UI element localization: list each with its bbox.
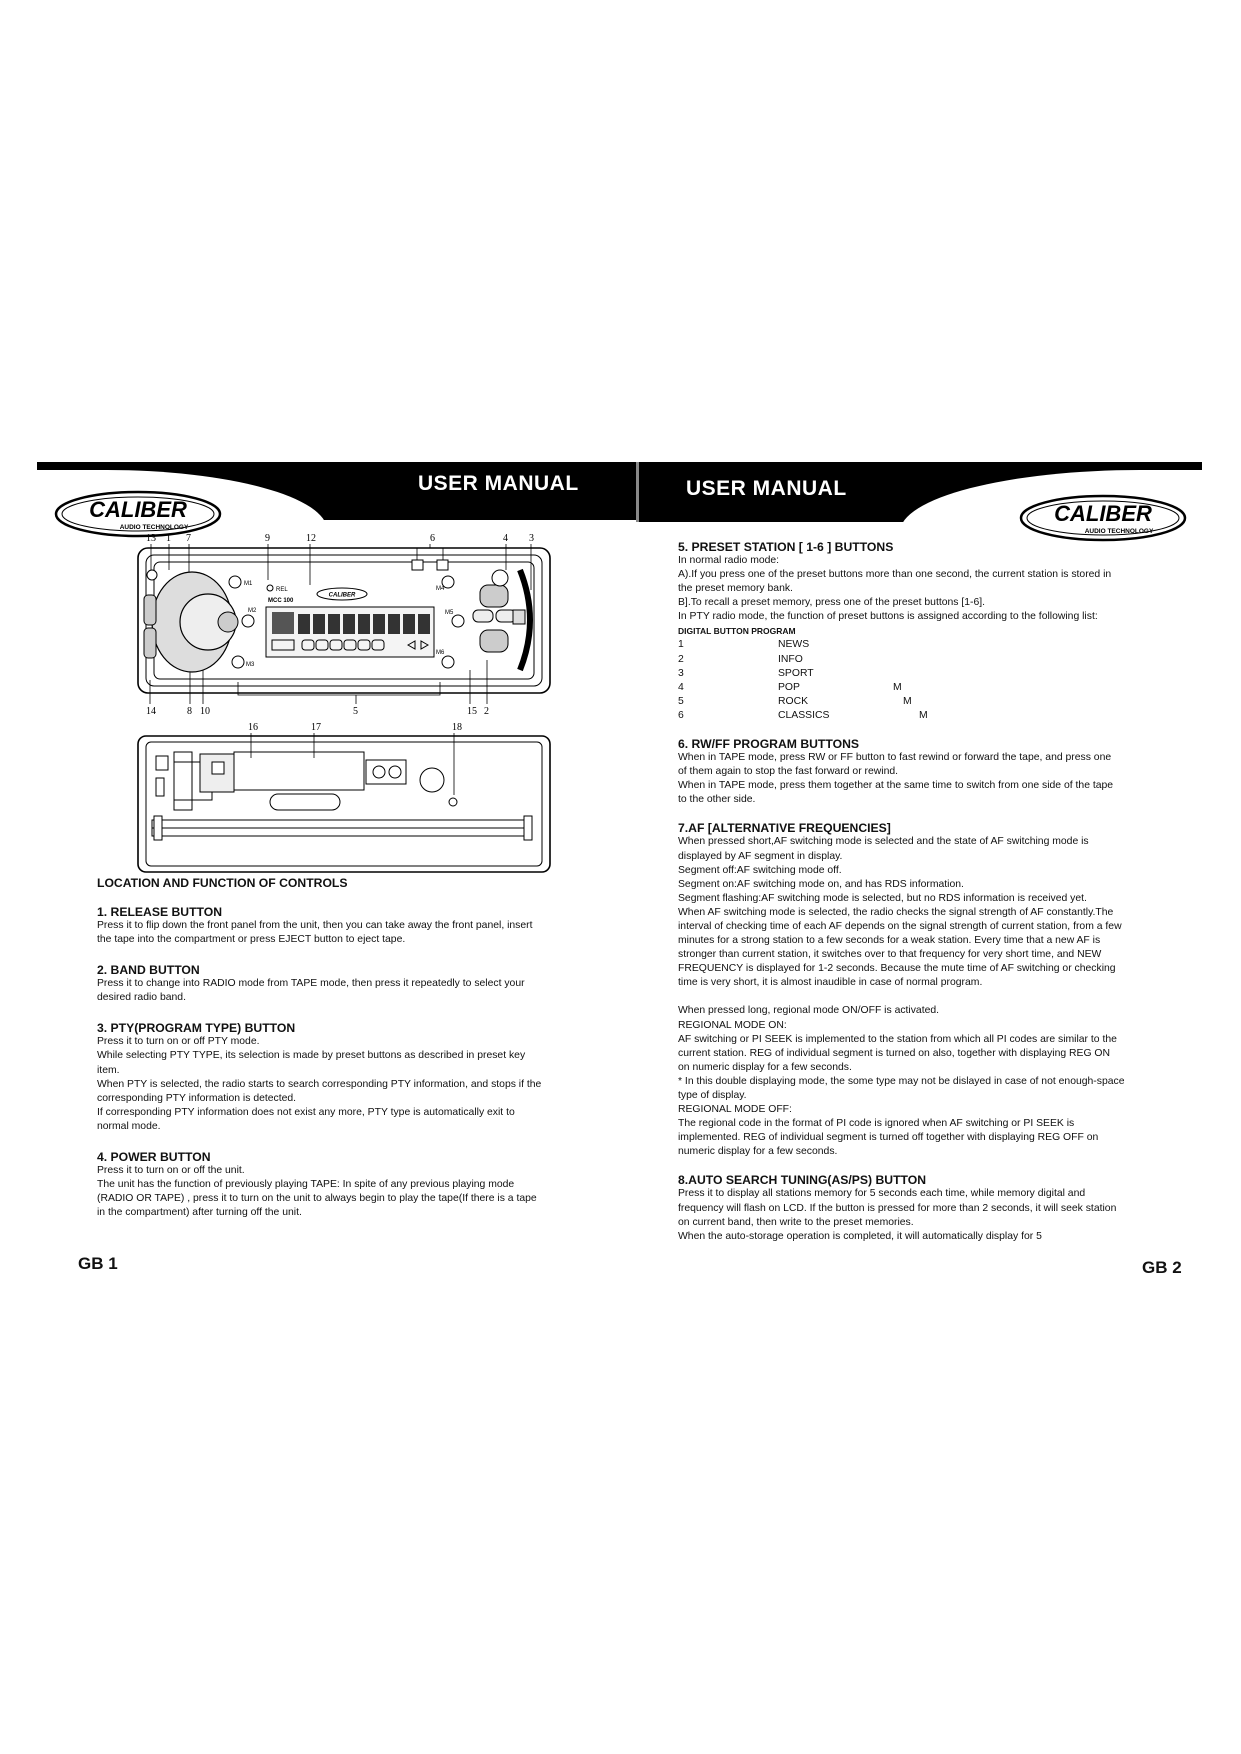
left-column bbox=[97, 876, 577, 1220]
controls-heading: LOCATION AND FUNCTION OF CONTROLS bbox=[97, 876, 348, 890]
text-line: When PTY is selected, the radio starts to search corresponding PTY information, and stops if the bbox=[97, 1078, 542, 1090]
preset-m1-label: M1 bbox=[244, 581, 253, 587]
table-row bbox=[678, 667, 928, 681]
row-mark bbox=[893, 638, 928, 652]
header-title-right: USER MANUAL bbox=[686, 477, 847, 500]
callout-7: 7 bbox=[186, 533, 191, 544]
callout-16: 16 bbox=[248, 722, 258, 733]
header-divider bbox=[636, 462, 639, 522]
text-line: If corresponding PTY information does not exist any more, PTY type is automatically exit to bbox=[97, 1106, 515, 1118]
text-line: type of display. bbox=[678, 1090, 747, 1101]
callout-6: 6 bbox=[430, 533, 435, 544]
row-program: POP bbox=[778, 681, 800, 693]
text-line: * In this double displaying mode, the some type may not be dislayed in case of not enough-space bbox=[678, 1075, 1125, 1087]
callout-8: 8 bbox=[187, 706, 192, 717]
preset-m3-label: M3 bbox=[246, 662, 255, 668]
text-line: The regional code in the format of PI code is ignored when AF switching or PI SEEK is bbox=[678, 1118, 1075, 1130]
right-column bbox=[678, 540, 1158, 1244]
text-line: item. bbox=[97, 1064, 120, 1076]
row-program: SPORT bbox=[778, 667, 814, 679]
row-mark: M bbox=[893, 681, 902, 693]
section-release bbox=[97, 905, 577, 947]
text-line: Press it to display all stations memory for 5 seconds each time, while memory digital and bbox=[678, 1188, 1086, 1200]
callout-10: 10 bbox=[200, 706, 210, 717]
row-number: 5 bbox=[678, 695, 684, 707]
rel-label: REL bbox=[276, 587, 288, 593]
table-row bbox=[678, 709, 928, 723]
table-row bbox=[678, 695, 928, 709]
text-line: on current band, then write to the preset memories. bbox=[678, 1216, 914, 1228]
text-line: When pressed short,AF switching mode is selected and the state of AF switching mode is bbox=[678, 836, 1089, 848]
text-line: in the compartment) after turning off the unit. bbox=[97, 1207, 302, 1219]
section-title: 3. PTY(PROGRAM TYPE) BUTTON bbox=[97, 1021, 296, 1036]
logo-sub-text: AUDIO TECHNOLOGY bbox=[119, 524, 189, 531]
section-title: 2. BAND BUTTON bbox=[97, 963, 200, 978]
text-line: displayed by AF segment in display. bbox=[678, 850, 843, 862]
row-program: INFO bbox=[778, 653, 803, 665]
logo-brand-text: CALIBER bbox=[1054, 501, 1152, 526]
text-line: the tape into the compartment or press EJECT button to eject tape. bbox=[97, 934, 406, 946]
text-line: A).If you press one of the preset buttons more than one second, the current station is stored in bbox=[678, 569, 1112, 581]
row-number: 4 bbox=[678, 681, 684, 693]
table-row bbox=[678, 653, 928, 667]
row-mark bbox=[893, 653, 928, 667]
section-rwff bbox=[678, 737, 1158, 807]
text-line: When in TAPE mode, press RW or FF button to fast rewind or forward the tape, and press one bbox=[678, 752, 1112, 764]
stereo-diagram bbox=[130, 530, 560, 875]
callout-1: 1 bbox=[166, 533, 171, 544]
row-mark bbox=[893, 667, 928, 681]
preset-m2-label: M2 bbox=[248, 608, 257, 614]
section-title: 4. POWER BUTTON bbox=[97, 1150, 211, 1165]
header-title-left: USER MANUAL bbox=[418, 472, 579, 495]
text-line: REGIONAL MODE ON: bbox=[678, 1019, 787, 1031]
text-line: frequency will flash on LCD. If the button is pressed for more than 2 seconds, it will seek station bbox=[678, 1202, 1117, 1214]
section-af bbox=[678, 821, 1158, 1159]
row-number: 3 bbox=[678, 667, 684, 679]
preset-m5-label: M5 bbox=[445, 610, 454, 616]
row-number: 2 bbox=[678, 653, 684, 665]
panel-logo-text: CALIBER bbox=[328, 592, 356, 599]
text-line: normal mode. bbox=[97, 1120, 161, 1132]
row-number: 6 bbox=[678, 709, 684, 721]
text-line: Segment on:AF switching mode on, and has RDS information. bbox=[678, 878, 964, 890]
table-row bbox=[678, 681, 928, 695]
text-line: Segment flashing:AF switching mode is selected, but no RDS information is received yet. bbox=[678, 892, 1087, 904]
section-title: 7.AF [ALTERNATIVE FREQUENCIES] bbox=[678, 821, 891, 836]
text-line: to the other side. bbox=[678, 794, 756, 806]
text-line: When in TAPE mode, press them together at the same time to switch from one side of the tape bbox=[678, 780, 1114, 792]
text-line: B].To recall a preset memory, press one of the preset buttons [1-6]. bbox=[678, 597, 986, 609]
page-number-right: GB 2 bbox=[1142, 1258, 1182, 1277]
callout-18: 18 bbox=[452, 722, 462, 733]
text-line: FREQUENCY is displayed for 1-2 seconds. Because the mute time of AF switching or checking bbox=[678, 963, 1116, 975]
text-line: REGIONAL MODE OFF: bbox=[678, 1104, 792, 1116]
logo-sub-text: AUDIO TECHNOLOGY bbox=[1084, 528, 1154, 535]
section-title: 8.AUTO SEARCH TUNING(AS/PS) BUTTON bbox=[678, 1173, 927, 1188]
text-line: (RADIO OR TAPE) , press it to turn on the unit to always begin to play the tape(If there is a tape bbox=[97, 1193, 537, 1205]
preset-m6-label: M6 bbox=[436, 650, 445, 656]
callout-9: 9 bbox=[265, 533, 270, 544]
callout-2: 2 bbox=[484, 706, 489, 717]
text-line: When pressed long, regional mode ON/OFF is activated. bbox=[678, 1005, 940, 1017]
row-program: ROCK bbox=[778, 695, 809, 707]
text-line: When AF switching mode is selected, the radio checks the signal strength of AF constantly.The bbox=[678, 906, 1114, 918]
table-caption: DIGITAL BUTTON PROGRAM bbox=[678, 626, 796, 637]
callout-15: 15 bbox=[467, 706, 477, 717]
text-line: minutes for a strong station to a few seconds for a weak station. Every time that a new AF is bbox=[678, 935, 1101, 947]
text-line: stronger than current station, it switches over to that frequency for very short time, and NEW bbox=[678, 949, 1102, 961]
section-title: 5. PRESET STATION [ 1-6 ] BUTTONS bbox=[678, 540, 894, 554]
section-title: 1. RELEASE BUTTON bbox=[97, 905, 223, 919]
section-title: 6. RW/FF PROGRAM BUTTONS bbox=[678, 737, 860, 752]
callout-5: 5 bbox=[353, 706, 358, 717]
text-line: the preset memory bank. bbox=[678, 583, 793, 595]
text-line: Press it to flip down the front panel from the unit, then you can take away the front panel, insert bbox=[97, 920, 533, 931]
text-line: Segment off:AF switching mode off. bbox=[678, 864, 842, 876]
page-number-left: GB 1 bbox=[78, 1254, 118, 1273]
model-label: MCC 100 bbox=[268, 598, 294, 604]
section-band bbox=[97, 963, 577, 1005]
caliber-logo-right bbox=[1019, 494, 1187, 542]
callout-17: 17 bbox=[311, 722, 321, 733]
text-line: In PTY radio mode, the function of preset buttons is assigned according to the following list: bbox=[678, 611, 1098, 623]
row-mark: M bbox=[919, 709, 928, 721]
text-line: implemented. REG of individual segment is turned off together with displaying REG OFF on bbox=[678, 1132, 1099, 1144]
text-line: Press it to turn on or off the unit. bbox=[97, 1165, 245, 1177]
logo-brand-text: CALIBER bbox=[89, 497, 187, 522]
callout-13: 13 bbox=[146, 533, 156, 544]
row-mark: M bbox=[903, 695, 912, 707]
callout-4: 4 bbox=[503, 533, 508, 544]
callout-3: 3 bbox=[529, 533, 534, 544]
text-line: While selecting PTY TYPE, its selection is made by preset buttons as described in preset key bbox=[97, 1050, 526, 1062]
text-line: of them again to stop the fast forward or rewind. bbox=[678, 766, 899, 778]
text-line: desired radio band. bbox=[97, 992, 186, 1004]
row-number: 1 bbox=[678, 639, 684, 651]
section-preset bbox=[678, 540, 1158, 723]
text-line: corresponding PTY information is detected. bbox=[97, 1092, 297, 1104]
pty-program-table bbox=[678, 638, 928, 723]
row-program: CLASSICS bbox=[778, 709, 830, 721]
text-line: When the auto-storage operation is completed, it will automatically display for 5 bbox=[678, 1230, 1042, 1242]
text-line: current station. REG of individual segment is turned on also, together with displaying REG ON bbox=[678, 1047, 1111, 1059]
section-power bbox=[97, 1150, 577, 1220]
text-line: interval of checking time of each AF depends on the signal strength of current station, from a few bbox=[678, 920, 1122, 932]
preset-m4-label: M4 bbox=[436, 586, 445, 592]
callout-14: 14 bbox=[146, 706, 156, 717]
callout-12: 12 bbox=[306, 533, 316, 544]
text-line: AF switching or PI SEEK is implemented to the station from which all PI codes are similar to the bbox=[678, 1033, 1117, 1045]
text-line: Press it to change into RADIO mode from TAPE mode, then press it repeatedly to select your bbox=[97, 978, 525, 990]
table-row bbox=[678, 638, 928, 652]
text-line: numeric display for a few seconds. bbox=[678, 1146, 838, 1158]
text-line: time is very short, it is almost inaudible in case of normal program. bbox=[678, 977, 983, 989]
text-line: In normal radio mode: bbox=[678, 555, 780, 566]
section-auto-search bbox=[678, 1173, 1158, 1243]
text-line: Press it to turn on or off PTY mode. bbox=[97, 1036, 260, 1048]
section-pty bbox=[97, 1021, 577, 1134]
text-line: on numeric display for a few seconds. bbox=[678, 1061, 852, 1073]
row-program: NEWS bbox=[778, 639, 810, 651]
text-line: The unit has the function of previously playing TAPE: In spite of any previous playing mode bbox=[97, 1179, 515, 1191]
